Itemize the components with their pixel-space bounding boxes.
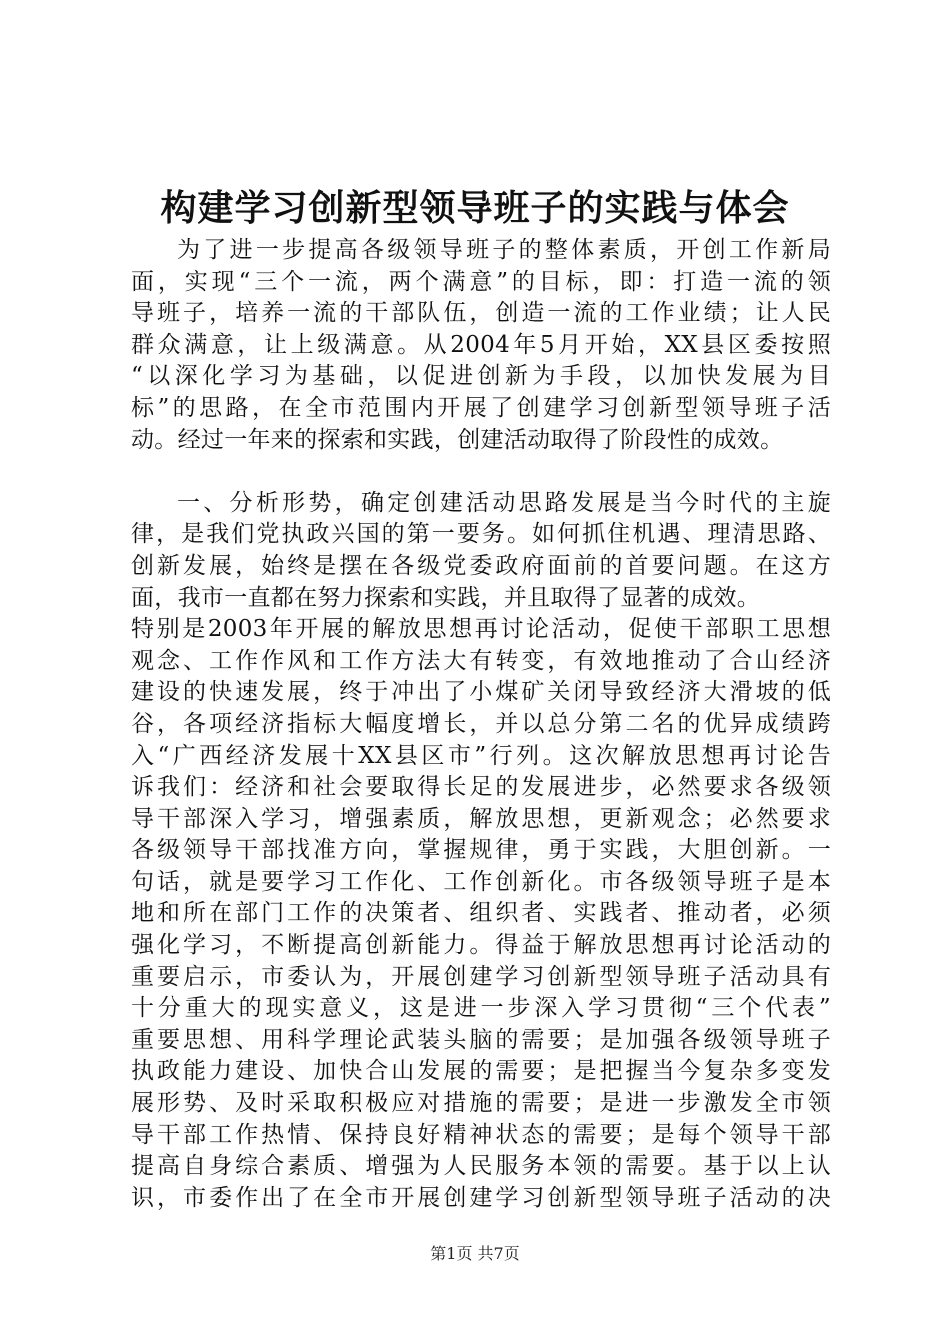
text-line: 展形势、及时采取积极应对措施的需要；是进一步激发全市领: [131, 1090, 831, 1117]
text-line: 各级领导干部找准方向，掌握规律，勇于实践，大胆创新。一: [131, 837, 831, 864]
paragraph-gap: [131, 456, 831, 488]
text-line: 入“广西经济发展十XX县区市”行列。这次解放思想再讨论告: [131, 742, 831, 769]
document-body: [131, 235, 831, 1214]
text-line: 执政能力建设、加快合山发展的需要；是把握当今复杂多变发: [131, 1058, 831, 1085]
text-line: 一、分析形势，确定创建活动思路发展是当今时代的主旋: [177, 489, 831, 516]
text-line: 强化学习，不断提高创新能力。得益于解放思想再讨论活动的: [131, 932, 831, 959]
paragraph-intro: [131, 235, 831, 456]
text-line: 观念、工作作风和工作方法大有转变，有效地推动了合山经济: [131, 647, 831, 674]
text-line: 面，实现“三个一流，两个满意”的目标，即：打造一流的领: [131, 268, 831, 295]
page-number-footer: 第1页 共7页: [430, 1244, 520, 1263]
text-line: 导干部深入学习，增强素质，解放思想，更新观念；必然要求: [131, 805, 831, 832]
text-line: 导干部工作热情、保持良好精神状态的需要；是每个领导干部: [131, 1121, 831, 1148]
text-line: 重要思想、用科学理论武装头脑的需要；是加强各级领导班子: [131, 1026, 831, 1053]
text-line: 句话，就是要学习工作化、工作创新化。市各级领导班子是本: [131, 868, 831, 895]
text-line: 导班子，培养一流的干部队伍，创造一流的工作业绩；让人民: [131, 300, 831, 327]
text-line: 诉我们：经济和社会要取得长足的发展进步，必然要求各级领: [131, 774, 831, 801]
text-line: “以深化学习为基础，以促进创新为手段，以加快发展为目: [131, 363, 831, 390]
text-line: 识，市委作出了在全市开展创建学习创新型领导班子活动的决: [131, 1184, 831, 1211]
text-line: 创新发展，始终是摆在各级党委政府面前的首要问题。在这方: [131, 552, 831, 579]
text-line: 谷，各项经济指标大幅度增长，并以总分第二名的优异成绩跨: [131, 710, 831, 737]
text-line: 律，是我们党执政兴国的第一要务。如何抓住机遇、理清思路、: [131, 521, 831, 548]
text-line: 重要启示，市委认为，开展创建学习创新型领导班子活动具有: [131, 963, 831, 990]
text-line: 群众满意，让上级满意。从2004年5月开始，XX县区委按照: [131, 331, 831, 358]
text-line: 地和所在部门工作的决策者、组织者、实践者、推动者，必须: [131, 900, 831, 927]
text-line: 建设的快速发展，终于冲出了小煤矿关闭导致经济大滑坡的低: [131, 679, 831, 706]
page-title: 构建学习创新型领导班子的实践与体会: [160, 187, 790, 229]
text-line: 动。经过一年来的探索和实践，创建活动取得了阶段性的成效。: [131, 426, 784, 453]
text-line: 为了进一步提高各级领导班子的整体素质，开创工作新局: [177, 237, 831, 263]
text-line: 标”的思路，在全市范围内开展了创建学习创新型领导班子活: [131, 394, 831, 421]
text-line: 特别是2003年开展的解放思想再讨论活动，促使干部职工思想: [131, 616, 831, 643]
text-line: 面，我市一直都在努力探索和实践，并且取得了显著的成效。: [131, 584, 761, 611]
paragraph-section-one: [131, 488, 831, 1215]
text-line: 十分重大的现实意义，这是进一步深入学习贯彻“三个代表”: [131, 995, 831, 1022]
text-line: 提高自身综合素质、增强为人民服务本领的需要。基于以上认: [131, 1153, 831, 1180]
